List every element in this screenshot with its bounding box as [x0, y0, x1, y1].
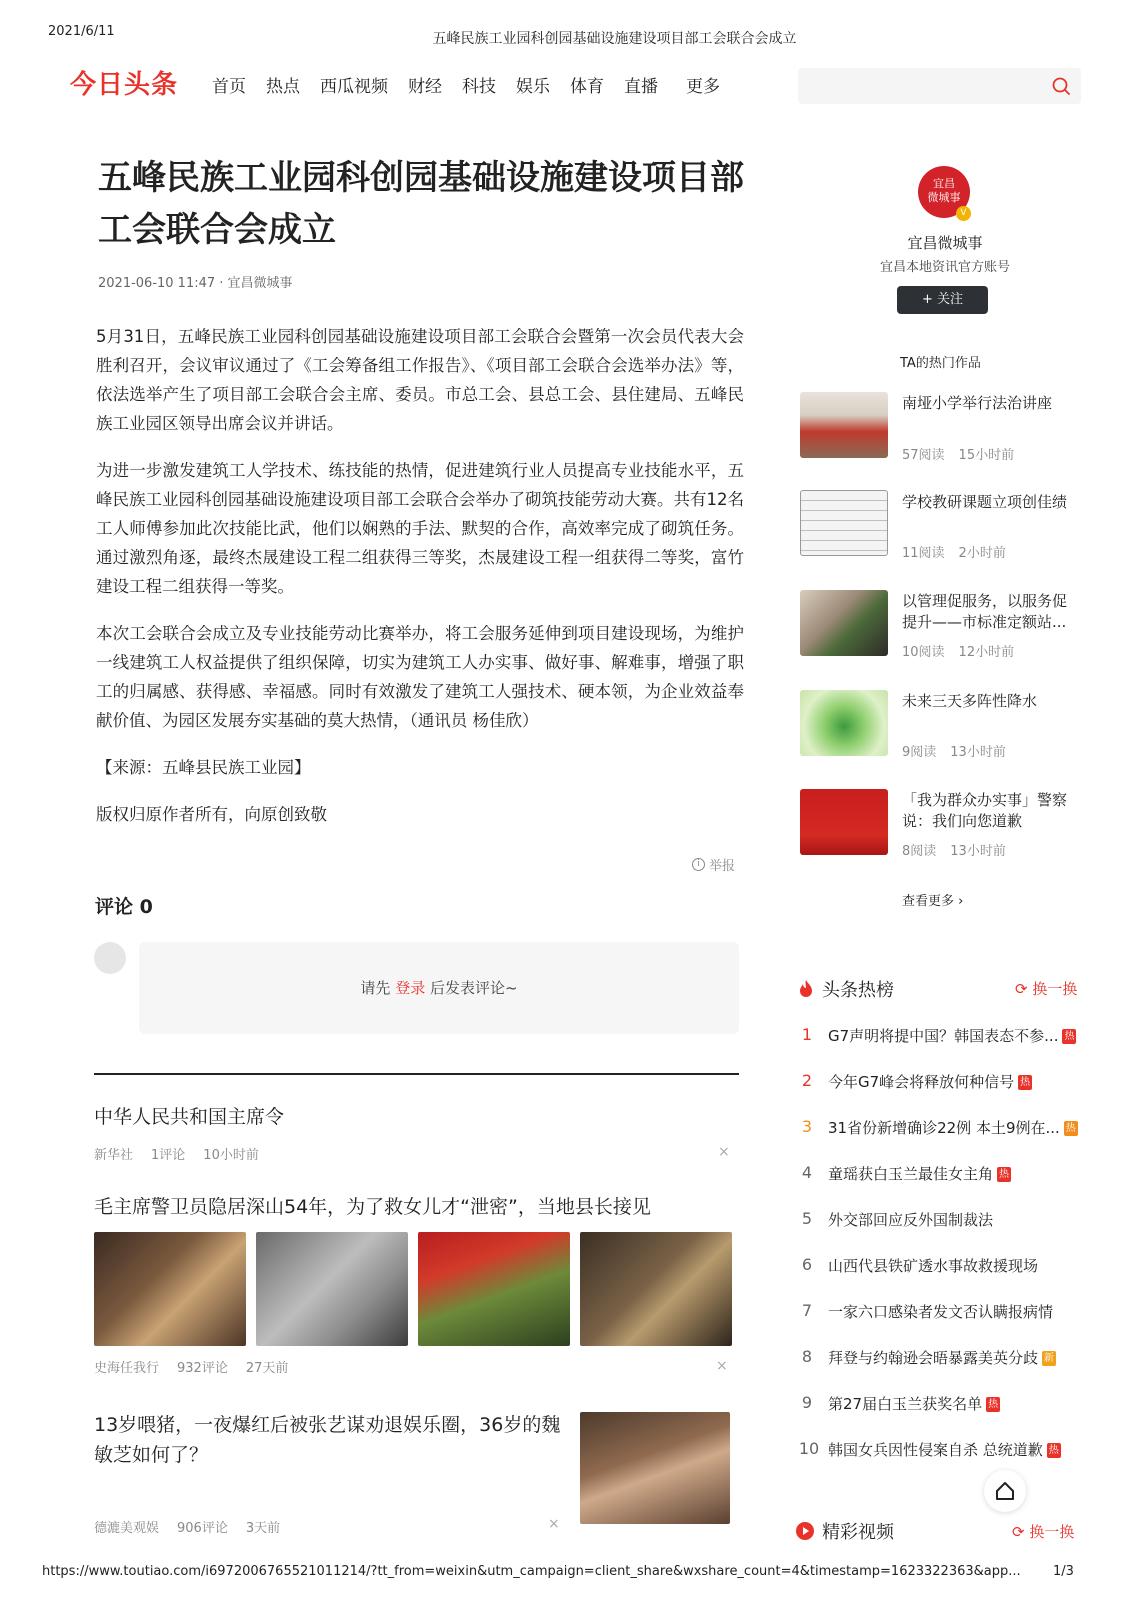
hot-list-item[interactable] [798, 1025, 1076, 1046]
work-reads: 8阅读 [902, 844, 937, 859]
author-name[interactable]: 宜昌微城事 [907, 234, 983, 252]
article-paragraph: 5月31日，五峰民族工业园科创园基础设施建设项目部工会联合会暨第一次会员代表大会胜利召开，会议审议通过了《工会筹备组工作报告》、《项目部工会联合会选举办法》等，依法选举产生了项目部工会联合会主席、委员。市总工会、县总工会、县住建局、五峰民族工业园区领导出席会议并讲话。 [96, 327, 744, 433]
work-reads: 57阅读 [902, 448, 945, 463]
article-paragraph: 为进一步激发建筑工人学技术、练技能的热情，促进建筑行业人员提高专业技能水平，五峰民族工业园科创园基础设施建设项目部工会联合会举办了砌筑技能劳动大赛。共有12名工人师傅参加此次技能比武，他们以娴熟的手法、默契的合作，高效率完成了砌筑任务。通过激烈角逐，最终杰晟建设工程二组获得三等奖，杰晟建设工程一组获得二等奖，富竹建设工程二组获得一等奖。 [96, 461, 744, 596]
refresh-label: 换一换 [1032, 980, 1078, 998]
hot-rank: 9 [801, 1393, 813, 1412]
hot-text: 拜登与约翰逊会晤暴露美英分歧 [828, 1349, 1039, 1367]
close-icon[interactable]: × [718, 1144, 730, 1160]
hot-rank: 7 [801, 1301, 813, 1320]
article-paragraph: 本次工会联合会成立及专业技能劳动比赛举办，将工会服务延伸到项目建设现场，为维护一线建筑工人权益提供了组织保障，切实为建筑工人办实事、做好事、解难事，增强了职工的归属感、获得感、幸福感。同时有效激发了建筑工人强技术、硬本领，为企业效益奉献价值、为园区发展夯实基础的莫大热情，（通讯员 杨佳欣） [96, 624, 744, 730]
nav-item-hot[interactable]: 热点 [266, 77, 300, 97]
feed-image[interactable] [418, 1232, 570, 1346]
nav-item-entertainment[interactable]: 娱乐 [516, 77, 550, 97]
article-body [96, 322, 744, 847]
work-title[interactable]: 以管理促服务，以服务促提升——市标准定额站... [902, 592, 1068, 631]
refresh-label: 换一换 [1029, 1523, 1075, 1541]
work-reads: 9阅读 [902, 745, 937, 760]
hot-list-title: 头条热榜 [822, 980, 894, 1001]
work-thumb[interactable] [800, 392, 888, 458]
hot-rank: 1 [801, 1025, 813, 1044]
work-meta [902, 641, 1014, 660]
author-desc: 宜昌本地资讯官方账号 [879, 260, 1010, 275]
nav-item-home[interactable]: 首页 [212, 77, 246, 97]
feed-item-meta [94, 1517, 280, 1536]
feed-item-title[interactable]: 中华人民共和国主席令 [94, 1106, 285, 1128]
feed-source[interactable]: 德漉美观娱 [94, 1521, 160, 1536]
feed-comments: 932评论 [177, 1361, 228, 1376]
login-link[interactable]: 登录 [395, 979, 426, 997]
article-copyright: 版权归原作者所有，向原创致敬 [96, 805, 327, 824]
hot-tag: 热 [988, 1399, 999, 1410]
hot-rank: 8 [801, 1347, 813, 1366]
video-refresh-button[interactable]: ⟳ 换一换 [1012, 1523, 1075, 1541]
hot-tag: 热 [999, 1169, 1010, 1180]
hot-tag: 热 [1064, 1031, 1075, 1042]
print-title: 五峰民族工业园科创园基础设施建设项目部工会联合会成立 [432, 31, 797, 47]
comment-prompt: 后发表评论~ [425, 979, 518, 997]
video-title: 精彩视频 [822, 1522, 894, 1543]
nav-item-finance[interactable]: 财经 [408, 77, 442, 97]
work-title[interactable]: 「我为群众办实事」警察说：我们向您道歉 [902, 791, 1068, 830]
feed-image[interactable] [94, 1232, 246, 1346]
print-url: https://www.toutiao.com/i6972006765521011214/?tt_from=weixin&utm_campaign=client_share&wxshare_count=4&timestamp=1623322363&app... [42, 1564, 1021, 1579]
feed-source[interactable]: 史海任我行 [94, 1361, 160, 1376]
report-label: 举报 [709, 859, 736, 874]
work-meta [902, 444, 1014, 463]
work-title[interactable]: 南垭小学举行法治讲座 [902, 394, 1053, 412]
work-time: 2小时前 [958, 546, 1006, 561]
hot-text: 韩国女兵因性侵案自杀 总统道歉 [828, 1441, 1043, 1459]
feed-image[interactable] [256, 1232, 408, 1346]
search-icon[interactable] [1051, 76, 1071, 96]
feed-time: 27天前 [245, 1361, 289, 1376]
hot-rank: 2 [801, 1071, 813, 1090]
nav-item-more[interactable]: 更多 [686, 77, 720, 97]
hot-text: 今年G7峰会将释放何种信号 [828, 1073, 1015, 1091]
feed-item-title[interactable]: 13岁喂猪，一夜爆红后被张艺谋劝退娱乐圈，36岁的魏敏芝如何了？ [94, 1414, 561, 1466]
feed-source[interactable]: 新华社 [94, 1148, 134, 1163]
refresh-button[interactable]: ⟳ 换一换 [1015, 980, 1078, 998]
article-meta: 2021-06-10 11:47 · 宜昌微城事 [98, 276, 293, 291]
hot-list-item[interactable] [798, 1209, 993, 1230]
author-avatar-text: 宜昌 微城事 [927, 177, 961, 204]
hot-list-item[interactable] [798, 1347, 1056, 1368]
hot-list-header [798, 976, 894, 1002]
comment-title: 评论 0 [95, 896, 153, 918]
back-to-top-button[interactable] [984, 1470, 1026, 1512]
flame-icon [798, 979, 814, 999]
work-thumb[interactable] [800, 789, 888, 855]
work-time: 13小时前 [950, 844, 1006, 859]
close-icon[interactable]: × [548, 1516, 560, 1532]
work-reads: 10阅读 [902, 645, 945, 660]
close-icon[interactable]: × [716, 1358, 728, 1374]
feed-time: 3天前 [245, 1521, 281, 1536]
hot-list-item[interactable] [798, 1117, 1078, 1138]
site-logo[interactable]: 今日头条 [70, 70, 179, 100]
hot-list-item[interactable] [798, 1301, 1053, 1322]
nav-item-live[interactable]: 直播 [624, 77, 658, 97]
info-icon: i [692, 858, 705, 871]
divider [94, 1073, 739, 1075]
hot-text: G7声明将提中国？韩国表态不参... [828, 1027, 1059, 1045]
work-time: 12小时前 [958, 645, 1015, 660]
hot-text: 第27届白玉兰获奖名单 [828, 1395, 983, 1413]
hot-text: 一家六口感染者发文否认瞒报病情 [828, 1303, 1054, 1321]
play-icon [796, 1522, 814, 1540]
hot-rank: 10 [798, 1439, 820, 1458]
feed-image[interactable] [580, 1232, 732, 1346]
print-page-number: 1/3 [1053, 1564, 1074, 1579]
comment-prompt: 请先 [360, 979, 396, 997]
feed-comments: 906评论 [177, 1521, 228, 1536]
article-title: 五峰民族工业园科创园基础设施建设项目部工会联合会成立 [98, 158, 744, 250]
feed-image[interactable] [580, 1412, 730, 1524]
nav-item-video[interactable]: 西瓜视频 [320, 77, 388, 97]
see-more-link[interactable]: 查看更多 › [902, 894, 964, 909]
hot-text: 外交部回应反外国制裁法 [828, 1211, 994, 1229]
work-title[interactable]: 学校教研课题立项创佳绩 [902, 493, 1068, 511]
hot-text: 山西代县铁矿透水事故救援现场 [828, 1257, 1039, 1275]
verified-badge: V [956, 206, 971, 221]
nav-item-sports[interactable]: 体育 [570, 77, 604, 97]
hot-rank: 5 [801, 1209, 813, 1228]
hot-rank: 6 [801, 1255, 813, 1274]
avatar [94, 942, 126, 974]
hot-tag: 热 [1020, 1077, 1031, 1088]
hot-text: 31省份新增确诊22例 本土9例在... [828, 1119, 1060, 1137]
work-thumb[interactable] [800, 690, 888, 756]
main-nav [212, 72, 720, 97]
hot-text: 童瑶获白玉兰最佳女主角 [828, 1165, 994, 1183]
feed-item-meta [94, 1357, 288, 1376]
hot-rank: 4 [801, 1163, 813, 1182]
video-header [796, 1518, 894, 1544]
home-icon [984, 1470, 1026, 1512]
hot-tag: 新 [1044, 1353, 1055, 1364]
feed-item-title[interactable]: 毛主席警卫员隐居深山54年，为了救女儿才“泄密”，当地县长接见 [94, 1196, 651, 1218]
work-meta [902, 741, 1006, 760]
work-thumb[interactable] [800, 490, 888, 556]
hot-list-item[interactable] [798, 1255, 1038, 1276]
hot-list-item[interactable] [798, 1393, 1000, 1414]
work-time: 15小时前 [958, 448, 1015, 463]
work-time: 13小时前 [950, 745, 1006, 760]
work-title[interactable]: 未来三天多阵性降水 [902, 692, 1038, 710]
hot-list-item[interactable] [798, 1071, 1032, 1092]
follow-button[interactable]: + 关注 [897, 286, 988, 314]
report-button[interactable] [692, 855, 735, 874]
work-meta [902, 840, 1006, 859]
print-date: 2021/6/11 [48, 24, 115, 39]
hot-tag: 热 [1065, 1123, 1076, 1134]
work-meta [902, 542, 1006, 561]
feed-item-meta [94, 1144, 259, 1163]
nav-item-tech[interactable]: 科技 [462, 77, 496, 97]
hot-rank: 3 [801, 1117, 813, 1136]
hot-list-item[interactable] [798, 1439, 1061, 1460]
search-input[interactable] [798, 68, 1081, 104]
hot-tag: 热 [1048, 1445, 1059, 1456]
work-reads: 11阅读 [902, 546, 945, 561]
work-thumb[interactable] [800, 590, 888, 656]
hot-works-title: TA的热门作品 [900, 356, 981, 371]
article-source: 【来源：五峰县民族工业园】 [96, 758, 311, 777]
comment-input[interactable] [139, 942, 739, 1034]
hot-list-item[interactable] [798, 1163, 1011, 1184]
feed-comments: 1评论 [151, 1148, 186, 1163]
feed-time: 10小时前 [203, 1148, 259, 1163]
